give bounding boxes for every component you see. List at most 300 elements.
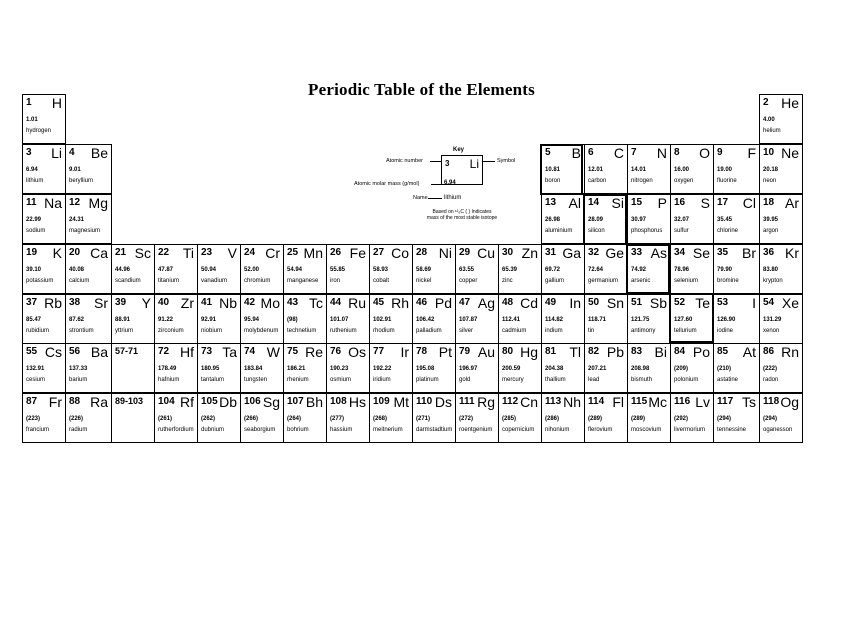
atomic-mass: 72.64: [588, 267, 604, 273]
element-cell-rb: [22, 294, 66, 344]
element-name: nihonium: [545, 427, 570, 433]
atomic-number: 14: [588, 197, 600, 208]
key-mass: 6.94: [444, 180, 456, 186]
atomic-number: 104: [158, 396, 175, 407]
element-symbol: K: [52, 245, 62, 261]
element-cell-tl: [541, 343, 585, 393]
atomic-mass: 85.47: [26, 317, 42, 323]
atomic-mass: 28.09: [588, 217, 604, 223]
element-cell-cs: [22, 343, 66, 393]
atomic-mass: (222): [763, 366, 778, 372]
element-cell-na: [22, 194, 66, 244]
element-cell-db: [197, 393, 241, 443]
element-name: cadmium: [502, 328, 527, 334]
atomic-number: 106: [244, 396, 261, 407]
element-cell-se: [670, 244, 714, 294]
element-symbol: Rg: [477, 394, 495, 410]
element-symbol: In: [569, 295, 581, 311]
element-cell-xe: [759, 294, 803, 344]
element-symbol: Sc: [134, 245, 151, 261]
atomic-mass: 121.75: [631, 317, 650, 323]
element-symbol: Ts: [742, 394, 756, 410]
atomic-number: 105: [201, 396, 218, 407]
atomic-mass: 95.94: [244, 317, 260, 323]
element-name: seaborgium: [244, 427, 276, 433]
element-symbol: Ne: [781, 145, 799, 161]
atomic-number: 20: [69, 247, 81, 258]
element-name: niobium: [201, 328, 223, 334]
element-name: lead: [588, 377, 600, 383]
atomic-number: 75: [287, 346, 299, 357]
atomic-number: 108: [330, 396, 347, 407]
atomic-number: 117: [717, 396, 734, 407]
element-cell-og: [759, 393, 803, 443]
atomic-mass: 22.99: [26, 217, 42, 223]
atomic-number: 6: [588, 147, 594, 158]
element-symbol: Bh: [305, 394, 323, 410]
element-name: astatine: [717, 377, 739, 383]
atomic-number: 112: [502, 396, 519, 407]
atomic-number: 73: [201, 346, 213, 357]
element-cell-au: [455, 343, 499, 393]
element-cell-be: [65, 144, 112, 194]
element-cell-he: [759, 94, 803, 144]
element-cell-mo: [240, 294, 284, 344]
element-symbol: Cs: [44, 344, 62, 360]
atomic-mass: 207.21: [588, 366, 607, 372]
key-note: Based on ¹²₆C ( ) Indicates mass of the most stable isotope: [426, 209, 498, 221]
atomic-mass: (261): [158, 416, 173, 422]
element-name: cesium: [26, 377, 46, 383]
element-cell-mc: [627, 393, 671, 443]
atomic-number: 26: [330, 247, 342, 258]
atomic-mass: 112.41: [502, 317, 521, 323]
element-symbol: Cd: [520, 295, 538, 311]
element-symbol: Ni: [438, 245, 452, 261]
atomic-number: 39: [115, 297, 127, 308]
atomic-mass: 131.29: [763, 317, 782, 323]
element-name: germanium: [588, 278, 619, 284]
atomic-mass: (209): [674, 366, 689, 372]
element-cell-f: [713, 144, 760, 194]
atomic-number: 83: [631, 346, 643, 357]
element-name: sulfur: [674, 228, 689, 234]
atomic-mass: (210): [717, 366, 732, 372]
element-cell-cn: [498, 393, 542, 443]
element-cell-li: [22, 144, 66, 194]
element-name: palladium: [416, 328, 442, 334]
element-cell-pt: [412, 343, 456, 393]
atomic-mass: 200.59: [502, 366, 521, 372]
element-name: fluorine: [717, 178, 737, 184]
element-cell-s: [670, 194, 714, 244]
element-name: calcium: [69, 278, 90, 284]
element-name: hydrogen: [26, 128, 52, 134]
atomic-mass: 6.94: [26, 167, 38, 173]
atomic-number: 87: [26, 396, 38, 407]
atomic-mass: 58.93: [373, 267, 389, 273]
atomic-number: 82: [588, 346, 600, 357]
element-name: iodine: [717, 328, 734, 334]
element-symbol: Mo: [260, 295, 280, 311]
element-symbol: Ar: [785, 195, 799, 211]
element-name: radium: [69, 427, 88, 433]
atomic-number: 45: [373, 297, 385, 308]
atomic-number: 22: [158, 247, 170, 258]
atomic-number: 21: [115, 247, 127, 258]
atomic-mass: (286): [545, 416, 560, 422]
element-cell-ir: [369, 343, 413, 393]
element-symbol: Og: [780, 394, 799, 410]
element-symbol: Re: [305, 344, 323, 360]
element-symbol: Sg: [262, 394, 280, 410]
element-name: lithium: [26, 178, 44, 184]
atomic-mass: (271): [416, 416, 431, 422]
atomic-mass: 10.81: [545, 167, 561, 173]
element-name: copper: [459, 278, 478, 284]
atomic-number: 15: [631, 197, 643, 208]
element-cell-ni: [412, 244, 456, 294]
atomic-mass: 127.60: [674, 317, 693, 323]
element-symbol: Mn: [303, 245, 323, 261]
element-symbol: Cl: [742, 195, 756, 211]
atomic-mass: 20.18: [763, 167, 779, 173]
element-cell-bi: [627, 343, 671, 393]
element-symbol: Bi: [654, 344, 667, 360]
element-name: bohrium: [287, 427, 309, 433]
element-name: hassium: [330, 427, 353, 433]
atomic-number: 31: [545, 247, 557, 258]
element-symbol: Fl: [612, 394, 624, 410]
atomic-mass: 14.01: [631, 167, 647, 173]
atomic-mass: 12.01: [588, 167, 604, 173]
atomic-mass: 9.01: [69, 167, 81, 173]
atomic-mass: 88.91: [115, 317, 131, 323]
element-name: hafnium: [158, 377, 180, 383]
atomic-number: 107: [287, 396, 304, 407]
atomic-mass: 74.92: [631, 267, 647, 273]
atomic-number: 44: [330, 297, 342, 308]
element-name: darmstadtium: [416, 427, 453, 433]
element-cell-mt: [369, 393, 413, 443]
element-name: oxygen: [674, 178, 694, 184]
element-name: ruthenium: [330, 328, 357, 334]
element-name: tellurium: [674, 328, 697, 334]
element-symbol: Sn: [606, 295, 624, 311]
element-cell-hf: [154, 343, 198, 393]
element-cell-in: [541, 294, 585, 344]
atomic-mass: 101.07: [330, 317, 349, 323]
atomic-number: 33: [631, 247, 643, 258]
element-cell-ar: [759, 194, 803, 244]
element-name: oganesson: [763, 427, 793, 433]
atomic-number: 43: [287, 297, 299, 308]
atomic-number: 84: [674, 346, 686, 357]
atomic-number: 1: [26, 97, 32, 108]
atomic-mass: 83.80: [763, 267, 779, 273]
element-symbol: Tl: [569, 344, 581, 360]
atomic-number: 74: [244, 346, 256, 357]
element-name: zinc: [502, 278, 513, 284]
atomic-mass: 180.95: [201, 366, 220, 372]
element-name: krypton: [763, 278, 783, 284]
atomic-number: 115: [631, 396, 648, 407]
atomic-number: 79: [459, 346, 471, 357]
element-symbol: Li: [51, 145, 62, 161]
element-cell-ru: [326, 294, 370, 344]
element-cell-po: [670, 343, 714, 393]
element-cell-as: [627, 244, 671, 294]
element-name: xenon: [763, 328, 780, 334]
atomic-mass: 55.85: [330, 267, 346, 273]
element-name: iridium: [373, 377, 391, 383]
atomic-number: 110: [416, 396, 433, 407]
element-cell-w: [240, 343, 284, 393]
element-symbol: Ca: [90, 245, 108, 261]
atomic-mass: 92.91: [201, 317, 217, 323]
element-cell-p: [627, 194, 671, 244]
atomic-number: 18: [763, 197, 775, 208]
element-cell-h: [22, 94, 66, 144]
atomic-number: 32: [588, 247, 600, 258]
element-cell-rh: [369, 294, 413, 344]
element-symbol: P: [657, 195, 667, 211]
atomic-mass: 91.22: [158, 317, 174, 323]
element-name: beryllium: [69, 178, 94, 184]
atomic-mass: 106.42: [416, 317, 435, 323]
element-symbol: O: [699, 145, 710, 161]
element-symbol: Si: [611, 195, 624, 211]
atomic-number: 48: [502, 297, 514, 308]
element-symbol: Rn: [781, 344, 799, 360]
element-name: nickel: [416, 278, 432, 284]
element-symbol: Ra: [90, 394, 108, 410]
atomic-mass: (294): [717, 416, 732, 422]
element-symbol: Br: [742, 245, 756, 261]
atomic-number: 34: [674, 247, 686, 258]
atomic-number: 8: [674, 147, 680, 158]
element-cell-cd: [498, 294, 542, 344]
atomic-number: 111: [459, 396, 475, 407]
element-symbol: Hf: [180, 344, 194, 360]
element-name: cobalt: [373, 278, 390, 284]
element-symbol: Se: [692, 245, 710, 261]
atomic-mass: 26.98: [545, 217, 561, 223]
page-title: Periodic Table of the Elements: [308, 80, 535, 99]
element-cell-sn: [584, 294, 628, 344]
atomic-mass: 183.84: [244, 366, 263, 372]
element-cell-ts: [713, 393, 760, 443]
element-symbol: Y: [141, 295, 151, 311]
atomic-mass: 19.00: [717, 167, 733, 173]
atomic-mass: 196.97: [459, 366, 478, 372]
atomic-mass: (268): [373, 416, 388, 422]
element-symbol: Hg: [520, 344, 538, 360]
atomic-number: 19: [26, 247, 38, 258]
atomic-mass: 79.90: [717, 267, 733, 273]
element-name: potassium: [26, 278, 54, 284]
element-symbol: Db: [219, 394, 237, 410]
atomic-mass: (292): [674, 416, 689, 422]
element-name: copernicium: [502, 427, 535, 433]
key-label-name: Name: [413, 195, 428, 201]
atomic-number: 36: [763, 247, 775, 258]
atomic-mass: 39.10: [26, 267, 42, 273]
element-cell-bh: [283, 393, 327, 443]
atomic-number: 46: [416, 297, 428, 308]
atomic-number: 28: [416, 247, 428, 258]
atomic-number: 76: [330, 346, 342, 357]
element-name: roentgenium: [459, 427, 493, 433]
element-cell-kr: [759, 244, 803, 294]
atomic-number: 10: [763, 147, 775, 158]
element-cell-hs: [326, 393, 370, 443]
atomic-mass: 69.72: [545, 267, 561, 273]
atomic-number: 7: [631, 147, 637, 158]
element-name: osmium: [330, 377, 352, 383]
element-name: neon: [763, 178, 777, 184]
element-symbol: Cr: [265, 245, 280, 261]
atomic-number: 53: [717, 297, 729, 308]
atomic-number: 114: [588, 396, 605, 407]
element-cell-pd: [412, 294, 456, 344]
atomic-number: 40: [158, 297, 170, 308]
element-symbol: C: [613, 145, 624, 161]
element-cell-ge: [584, 244, 628, 294]
element-symbol: V: [227, 245, 237, 261]
element-cell-ba: [65, 343, 112, 393]
atomic-mass: 50.94: [201, 267, 217, 273]
element-cell-zn: [498, 244, 542, 294]
element-symbol: Ir: [400, 344, 409, 360]
atomic-mass: 190.23: [330, 366, 349, 372]
element-name: dubnium: [201, 427, 225, 433]
element-cell-al: [541, 194, 585, 244]
atomic-mass: 63.55: [459, 267, 475, 273]
atomic-number: 12: [69, 197, 81, 208]
element-cell-cl: [713, 194, 760, 244]
atomic-mass: 192.22: [373, 366, 392, 372]
atomic-number: 55: [26, 346, 38, 357]
element-cell-co: [369, 244, 413, 294]
element-cell-at: [713, 343, 760, 393]
atomic-number: 50: [588, 297, 600, 308]
atomic-mass: (277): [330, 416, 345, 422]
element-name: yttrium: [115, 328, 133, 334]
element-symbol: Rf: [180, 394, 194, 410]
atomic-mass: (226): [69, 416, 84, 422]
atomic-number: 42: [244, 297, 256, 308]
atomic-number: 47: [459, 297, 471, 308]
element-name: polonium: [674, 377, 699, 383]
element-cell-si: [584, 194, 628, 244]
element-symbol: Mc: [648, 394, 667, 410]
element-name: tungsten: [244, 377, 268, 383]
element-symbol: S: [700, 195, 710, 211]
element-cell-ga: [541, 244, 585, 294]
element-cell-v: [197, 244, 241, 294]
element-symbol: Sr: [94, 295, 108, 311]
atomic-number: 4: [69, 147, 75, 158]
atomic-number: 9: [717, 147, 723, 158]
element-symbol: Ta: [222, 344, 237, 360]
element-cell-ti: [154, 244, 198, 294]
element-name: silver: [459, 328, 474, 334]
element-symbol: Co: [391, 245, 409, 261]
element-name: carbon: [588, 178, 607, 184]
atomic-number: 72: [158, 346, 170, 357]
element-cell-sc: [111, 244, 155, 294]
element-cell-ta: [197, 343, 241, 393]
atomic-number: 13: [545, 197, 557, 208]
element-cell-rn: [759, 343, 803, 393]
element-cell-nh: [541, 393, 585, 443]
element-cell-y: [111, 294, 155, 344]
element-symbol: Hs: [348, 394, 366, 410]
element-symbol: N: [656, 145, 667, 161]
atomic-mass: 195.08: [416, 366, 435, 372]
element-name: antimony: [631, 328, 656, 334]
element-symbol: Nh: [563, 394, 581, 410]
element-symbol: Mt: [393, 394, 409, 410]
atomic-number: 86: [763, 346, 775, 357]
atomic-mass: (289): [588, 416, 603, 422]
atomic-number: 77: [373, 346, 385, 357]
element-name: molybdenum: [244, 328, 279, 334]
element-name: mercury: [502, 377, 524, 383]
atomic-mass: (262): [201, 416, 216, 422]
atomic-number: 81: [545, 346, 557, 357]
atomic-number: 80: [502, 346, 514, 357]
atomic-mass: 24.31: [69, 217, 85, 223]
element-name: francium: [26, 427, 50, 433]
atomic-mass: 32.07: [674, 217, 690, 223]
atomic-number: 25: [287, 247, 299, 258]
atomic-mass: 35.45: [717, 217, 733, 223]
atomic-number: 54: [763, 297, 775, 308]
element-name: vanadium: [201, 278, 228, 284]
atomic-mass: 118.71: [588, 317, 607, 323]
atomic-number: 16: [674, 197, 686, 208]
element-symbol: W: [266, 344, 280, 360]
element-symbol: Ge: [605, 245, 624, 261]
key-atomic-number: 3: [445, 159, 450, 168]
element-cell-fr: [22, 393, 66, 443]
atomic-number: 51: [631, 297, 643, 308]
element-cell-lv: [670, 393, 714, 443]
atomic-mass: (98): [287, 317, 298, 323]
element-range-cell: [111, 393, 155, 443]
atomic-number: 3: [26, 147, 32, 158]
atomic-mass: 132.91: [26, 366, 45, 372]
element-symbol: F: [747, 145, 756, 161]
atomic-mass: 40.08: [69, 267, 85, 273]
element-symbol: I: [752, 295, 756, 311]
element-name: flerovium: [588, 427, 613, 433]
atomic-mass: 126.90: [717, 317, 736, 323]
element-cell-sg: [240, 393, 284, 443]
atomic-number: 24: [244, 247, 256, 258]
element-name: silicon: [588, 228, 605, 234]
element-cell-os: [326, 343, 370, 393]
atomic-number: 35: [717, 247, 729, 258]
element-name: chromium: [244, 278, 271, 284]
key-label-symbol: Symbol: [497, 158, 516, 164]
element-name: meitnerium: [373, 427, 403, 433]
element-cell-tc: [283, 294, 327, 344]
atomic-mass: 39.95: [763, 217, 779, 223]
element-cell-te: [670, 294, 714, 344]
